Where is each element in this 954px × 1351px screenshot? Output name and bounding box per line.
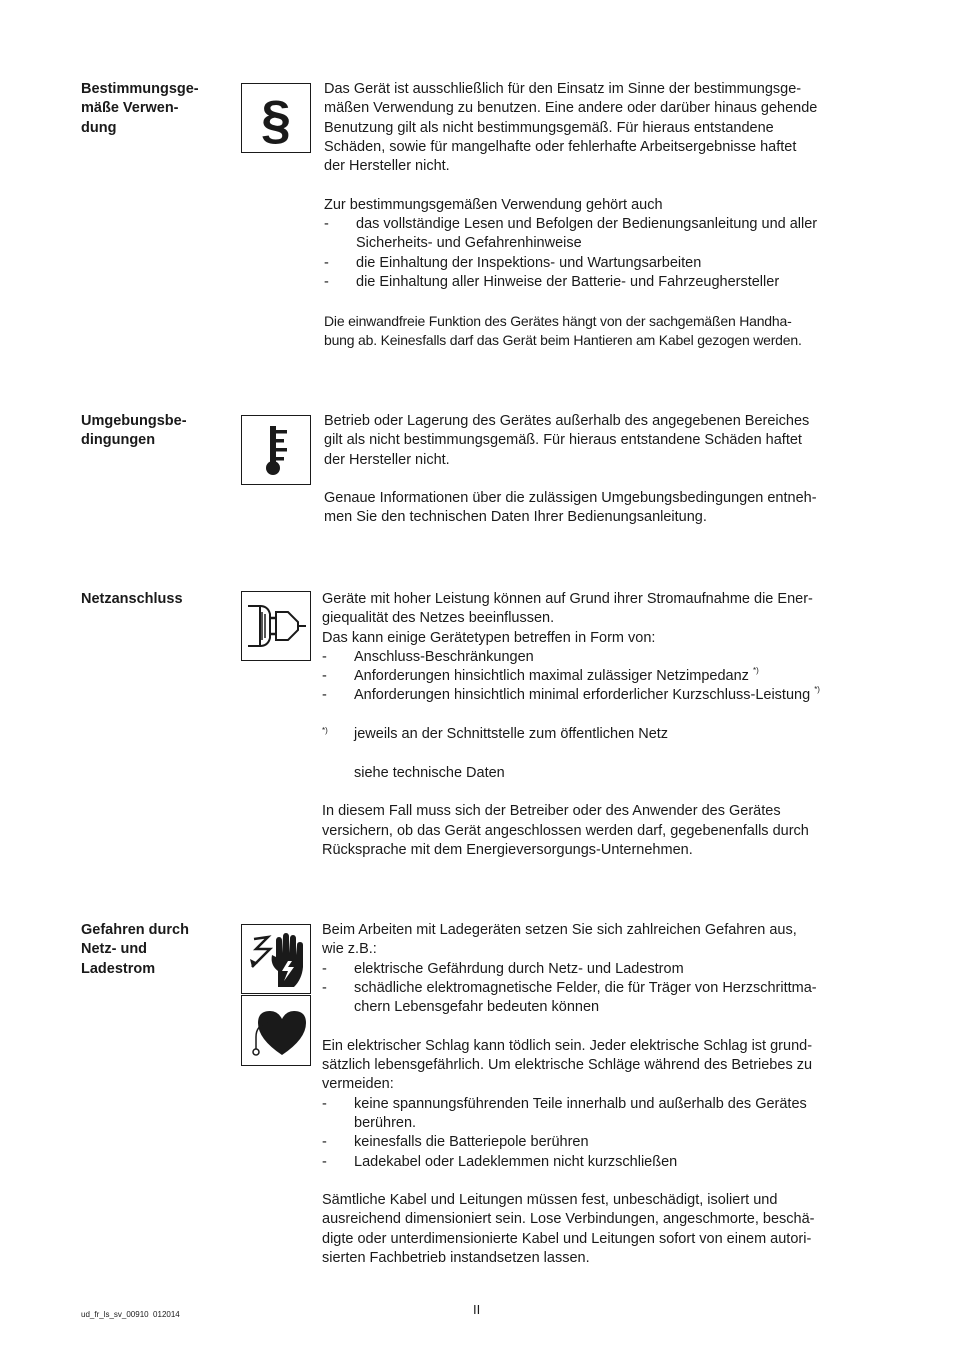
paragraph: In diesem Fall muss sich der Betreiber oder des Anwender des Gerätes versichern, ob das Gerät angeschlossen werden darf, gegebenenfalls durch Rücksprache mit dem Energieversorgungs-Unternehmen. [322,803,809,858]
list-item: - Anschluss-Beschränkungen [322,648,534,665]
paragraph: Das kann einige Gerätetypen betreffen in Form von: [322,629,656,646]
see-also-text: siehe technische Daten [354,764,505,781]
bullet-list [322,960,882,1018]
paragraph: Betrieb oder Lagerung des Gerätes außerhalb des angegebenen Bereiches gilt als nicht bestimmungsgemäß. Für hieraus entstandene Schäden haftet der Hersteller nicht. [324,413,810,468]
paragraph: Beim Arbeiten mit Ladegeräten setzen Sie sich zahlreichen Gefahren aus, wie z.B.: [322,922,797,958]
section-heading: Netzanschluss [81,591,183,607]
list-item: - das vollständige Lesen und Befolgen der Bedienungsanleitung und aller Sicherheits- und Gefahrenhinweise [324,216,818,252]
section-heading: Umgebungsbe- dingungen [81,413,187,449]
list-item: - Anforderungen hinsichtlich minimal erforderlicher Kurzschluss-Leistung *) [322,685,820,704]
paragraph: Sämtliche Kabel und Leitungen müssen fest, unbeschädigt, isoliert und ausreichend dimensioniert sein. Lose Verbindungen, angeschmorte, beschä- digte oder unterdimensionierte Kabel und Leitungen sofort von einem autori- sierten Fachbetrieb instandsetzen lassen. [322,1192,815,1267]
paragraph: Geräte mit hoher Leistung können auf Grund ihrer Stromaufnahme die Ener- giequalität des Netzes beeinflussen. [322,591,813,627]
bullet-list [324,215,884,292]
list-item: - keine spannungsführenden Teile innerhalb und außerhalb des Gerätes berühren. [322,1095,807,1131]
section-heading: Bestimmungsge- mäße Verwen- dung [81,81,199,136]
footnote-ref: *) [814,685,820,695]
footnote-text: jeweils an der Schnittstelle zum öffentlichen Netz [354,726,669,743]
section-heading: Gefahren durch Netz- und Ladestrom [81,922,189,977]
pacemaker-heart-icon [241,995,311,1066]
paragraph: Die einwandfreie Funktion des Gerätes hängt von der sachgemäßen Handha- bung ab. Keinesfalls darf das Gerät beim Hantieren am Kabel gezogen werden. [324,312,802,348]
svg-text:§: § [260,90,292,148]
list-item: - Anforderungen hinsichtlich maximal zulässiger Netzimpedanz *) [322,666,759,685]
electric-shock-hand-icon [241,924,311,994]
thermometer-icon [241,415,311,485]
paragraph-icon [241,83,311,153]
footnote-mark: *) [322,726,328,736]
section-body [324,80,884,350]
section-body [322,921,882,1268]
footnote [322,725,882,744]
plug-icon [241,591,311,661]
list-item: - die Einhaltung aller Hinweise der Batterie- und Fahrzeughersteller [324,273,780,290]
paragraph: Zur bestimmungsgemäßen Verwendung gehört auch [324,196,663,213]
list-item: - keinesfalls die Batteriepole berühren [322,1134,589,1151]
section-body [322,590,882,860]
list-item: - Ladekabel oder Ladeklemmen nicht kurzschließen [322,1153,678,1170]
page-number: II [473,1302,481,1317]
list-item: - die Einhaltung der Inspektions- und Wartungsarbeiten [324,254,702,271]
paragraph: Ein elektrischer Schlag kann tödlich sein. Jeder elektrische Schlag ist grund- sätzlich lebensgefährlich. Um elektrische Schläge während des Betriebes zu vermeiden: [322,1037,813,1093]
paragraph: Das Gerät ist ausschließlich für den Einsatz im Sinne der bestimmungsge- mäßen Verwendung zu benutzen. Eine andere oder darüber hinaus gehende Benutzung gilt als nicht bestimmungsgemäß. Für hieraus entstandene Schäden, sowie für mangelhafte oder fehlerhafte Arbeitsergebnisse haftet der Hersteller nicht. [324,81,818,175]
list-item: - elektrische Gefährdung durch Netz- und Ladestrom [322,960,684,977]
bullet-list [322,648,882,706]
paragraph: Genaue Informationen über die zulässigen Umgebungsbedingungen entneh- men Sie den technischen Daten Ihrer Bedienungsanleitung. [324,490,817,526]
document-code: ud_fr_ls_sv_00910 012014 [81,1310,180,1319]
bullet-list [322,1095,882,1172]
list-item: - schädliche elektromagnetische Felder, die für Träger von Herzschrittma- chern Lebensgefahr bedeuten können [322,979,817,1016]
section-body [324,412,884,528]
footnote-ref: *) [752,666,759,676]
